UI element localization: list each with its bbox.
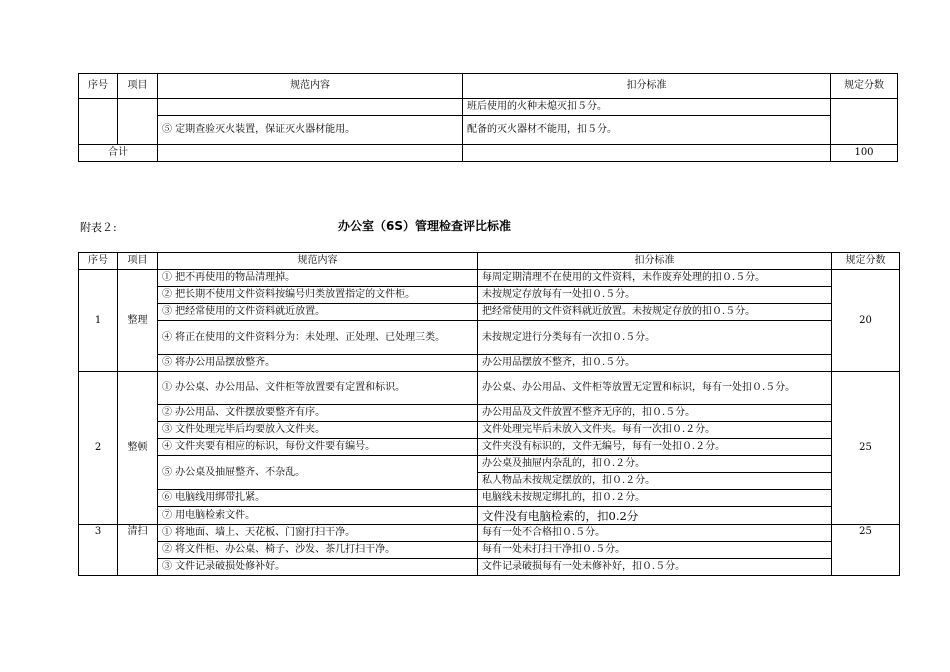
criterion-cell: 班后使用的火种未熄灭扣５分。 [463, 99, 831, 116]
table-row [79, 287, 900, 304]
content-cell: ③ 把经常使用的文件资料就近放置。 [158, 304, 478, 321]
content-cell: ② 办公用品、文件摆放要整齐有序。 [158, 405, 478, 422]
group-item: 整理 [118, 270, 158, 372]
criterion-cell: 办公桌及抽屉内杂乱的，扣０.２分。 [478, 456, 832, 473]
content-cell: ⑤ 将办公用品摆放整齐。 [158, 355, 478, 372]
table-row [79, 372, 900, 405]
content-cell: ⑤ 办公桌及抽屉整齐、不杂乱。 [158, 456, 478, 490]
group-item: 清扫 [118, 525, 158, 576]
criterion-cell: 配备的灭火器材不能用，扣５分。 [463, 116, 831, 145]
total-label: 合计 [79, 145, 158, 162]
table-header-row [79, 253, 900, 270]
criterion-cell: 办公用品及文件放置不整齐无序的，扣０.５分。 [478, 405, 832, 422]
table-row [79, 542, 900, 559]
group-no: 1 [79, 270, 118, 372]
content-cell: ② 把长期不使用文件资料按编号归类放置指定的文件柜。 [158, 287, 478, 304]
header-item: 项目 [118, 74, 158, 99]
table-row [79, 270, 900, 287]
content-cell [158, 99, 463, 116]
table-row [79, 439, 900, 456]
item-cell [118, 99, 158, 145]
header-item: 项目 [118, 253, 158, 270]
criterion-cell [463, 145, 831, 162]
table-row [79, 355, 900, 372]
header-content: 规范内容 [158, 74, 463, 99]
criterion-cell: 电脑线未按规定绑扎的，扣０.２分。 [478, 490, 832, 507]
standards-table [78, 252, 900, 576]
criterion-cell: 未按规定进行分类每有一次扣０.５分。 [478, 321, 832, 355]
criterion-cell: 每有一处未打扫干净扣０.５分。 [478, 542, 832, 559]
content-cell: ④ 将正在使用的文件资料分为：未处理、正处理、已处理三类。 [158, 321, 478, 355]
group-score: 25 [832, 525, 900, 576]
group-score: 25 [832, 372, 900, 525]
criterion-cell: 办公桌、办公用品、文件柜等放置无定置和标识，每有一处扣０.５分。 [478, 372, 832, 405]
criterion-cell: 文件夹没有标识的，文件无编号，每有一处扣０.２分。 [478, 439, 832, 456]
score-cell [831, 99, 898, 145]
table-row [79, 116, 898, 145]
content-cell: ① 办公桌、办公用品、文件柜等放置要有定置和标识。 [158, 372, 478, 405]
content-cell: ⑥ 电脑线用绑带扎紧。 [158, 490, 478, 507]
total-score: 100 [831, 145, 898, 162]
total-row [79, 145, 898, 162]
page-title: 办公室（6S）管理检查评比标准 [338, 219, 511, 233]
table-row [79, 525, 900, 542]
content-cell: ③ 文件处理完毕后均要放入文件夹。 [158, 422, 478, 439]
content-cell [158, 145, 463, 162]
group-no: 2 [79, 372, 118, 525]
criterion-cell: 文件记录破损每有一处未修补好，扣０.５分。 [478, 559, 832, 576]
table-row [79, 405, 900, 422]
content-cell: ① 把不再使用的物品清理掉。 [158, 270, 478, 287]
header-criterion: 扣分标准 [463, 74, 831, 99]
header-no: 序号 [79, 253, 118, 270]
content-cell: ② 将文件柜、办公桌、椅子、沙发、茶几打扫干净。 [158, 542, 478, 559]
header-score: 规定分数 [832, 253, 900, 270]
criterion-cell: 办公用品摆放不整齐，扣０.５分。 [478, 355, 832, 372]
content-cell: ③ 文件记录破损处修补好。 [158, 559, 478, 576]
table-row [79, 422, 900, 439]
criterion-cell: 文件处理完毕后未放入文件夹。每有一次扣０.２分。 [478, 422, 832, 439]
group-score: 20 [832, 270, 900, 372]
criterion-cell: 每有一处不合格扣０.５分。 [478, 525, 832, 542]
header-no: 序号 [79, 74, 118, 99]
table-row [79, 559, 900, 576]
criterion-cell: 文件没有电脑检索的，扣0.2分 [478, 507, 832, 525]
header-score: 规定分数 [831, 74, 898, 99]
criterion-cell: 私人物品未按规定摆放的，扣０.２分。 [478, 473, 832, 490]
criterion-cell: 把经常使用的文件资料就近放置。未按规定存放的扣０.５分。 [478, 304, 832, 321]
continuation-table [78, 73, 898, 162]
content-cell: ④ 文件夹要有相应的标识，每份文件要有编号。 [158, 439, 478, 456]
criterion-cell: 每周定期清理不在使用的文件资料，未作废弃处理的扣０.５分。 [478, 270, 832, 287]
table-row [79, 304, 900, 321]
no-cell [79, 99, 118, 145]
content-cell: ① 将地面、墙上、天花板、门窗打扫干净。 [158, 525, 478, 542]
header-criterion: 扣分标准 [478, 253, 832, 270]
content-cell: ⑤ 定期查验灭火装置，保证灭火器材能用。 [158, 116, 463, 145]
table-row [79, 507, 900, 525]
table-row [79, 456, 900, 473]
header-content: 规范内容 [158, 253, 478, 270]
table-row [79, 99, 898, 116]
table-row [79, 321, 900, 355]
criterion-cell: 未按规定存放每有一处扣０.５分。 [478, 287, 832, 304]
table-header-row [79, 74, 898, 99]
table-row [79, 490, 900, 507]
content-cell: ⑦ 用电脑检索文件。 [158, 507, 478, 525]
group-item: 整顿 [118, 372, 158, 525]
group-no: 3 [79, 525, 118, 576]
appendix-label: 附表２: [80, 221, 117, 234]
